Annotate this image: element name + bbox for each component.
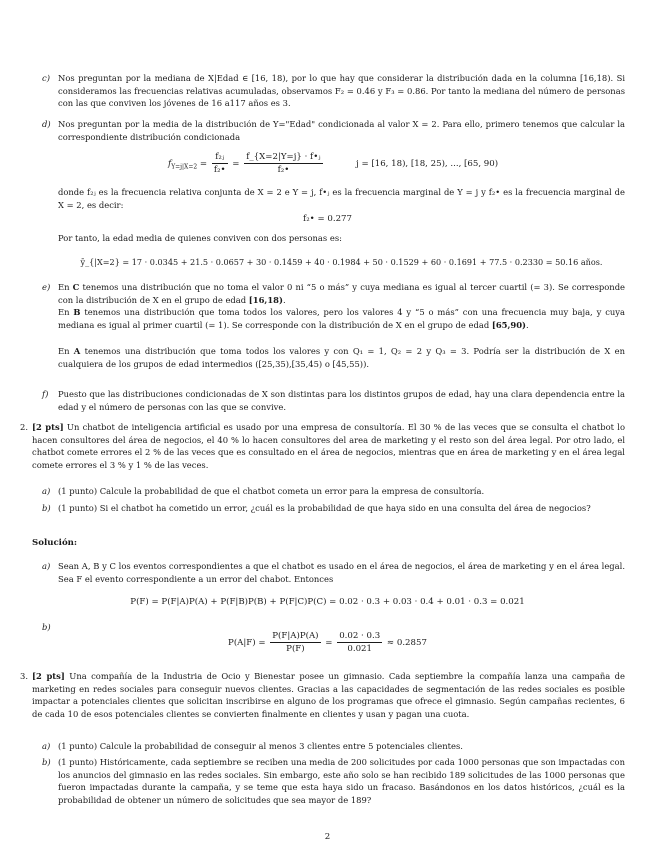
question-3-number: 3.	[20, 671, 28, 681]
item-label-e: e)	[42, 282, 51, 292]
eq1-lhs-subscript: Y=j|X=2	[171, 163, 198, 171]
total-probability-equation: P(F) = P(F|A)P(A) + P(F|B)P(B) + P(F|C)P(C) = 0.02 · 0.3 + 0.03 · 0.4 + 0.01 · 0.3 = 0.021	[130, 597, 525, 607]
bayes-fraction-1: $\frac{P(F|A)P(A)}{P(F)}$	[272, 631, 319, 654]
bayes-fraction-2: $\frac{0.02 \cdot 0.3}{0.021}$	[339, 631, 381, 654]
eq1-fraction-2: $\frac{\text{f\_\{X=2|Y=j\} · f•ⱼ}}{\text{f₂•}}$	[246, 152, 321, 175]
item-label-d: d)	[42, 119, 51, 129]
part-d-paragraph: Nos preguntan por la media de la distribución de Y="Edad" condicionada al valor X = 2. Para ello, primero tenemos que calcular la correspondiente distribución condicionada	[58, 119, 625, 142]
question-2-number: 2.	[20, 422, 28, 432]
question-2-statement: [2 pts] Un chatbot de inteligencia artificial es usado por una empresa de consultoría. El 30 % de las veces que se consulta el chatbot lo hacen consultores del área de negocios, el 40 % lo hacen consultores del area de marketing y el resto son del área legal. Por otro lado, el chatbot comete errores el 2 % de las veces que es consultado en el área de negocios, mientras que en área de marketing y en el área legal comete errores el 3 % y 1 % de las veces.	[32, 422, 626, 470]
q2-part-a: (1 punto) Calcule la probabilidad de que el chatbot cometa un error para la empresa de consultoría.	[58, 486, 485, 496]
q3-item-label-b: b)	[42, 757, 51, 767]
part-f-paragraph: Puesto que las distribuciones condicionadas de X son distintas para los distintos grupos de edad, hay una clara dependencia entre la edad y el número de personas con las que se convive.	[58, 389, 625, 412]
part-e-paragraph-a: En A tenemos una distribución que toma todos los valores y con Q₁ = 1, Q₂ = 2 y Q₃ = 3. Podría ser la distribución de X en cualquiera de los grupos de edad intermedios ([25,35),[35,45) o [45,55)).	[58, 346, 625, 369]
eq1-lhs: f	[168, 159, 172, 169]
q3-part-b: (1 punto) Históricamente, cada septiembre se reciben una media de 200 solicitudes por cada 1000 personas que son impactadas con los anuncios del gimnasio en las redes sociales. Sin embargo, este año solo se han recibido 189 solicitudes de las 1000 personas que fueron impactadas durante la campaña, y se teme que esta haya sido un fracaso. Basándonos en los datos históricos, ¿cuál es la probabilidad de obtener un número de solicitudes que sea mayor de 189?	[58, 757, 625, 805]
part-e-paragraph-b: En B tenemos una distribución que toma todos los valores, pero los valores 4 y “5 o más” con una frecuencia muy baja, y cuya mediana es igual al primer cuartil (= 1). Se corresponde con la distribución de X en el grupo de edad [65,90).	[58, 307, 626, 330]
q2-item-label-b: b)	[42, 503, 51, 513]
q2-solution-label-b: b)	[42, 622, 51, 632]
part-d-paragraph-2: donde f₂ⱼ es la frecuencia relativa conjunta de X = 2 e Y = j, f•ⱼ es la frecuencia marginal de Y = j y f₂• es la frecuencia marginal de X = 2, es decir:	[58, 187, 625, 210]
eq1-range: j = [16, 18), [18, 25), ..., [65, 90)	[356, 159, 499, 169]
q2-item-label-a: a)	[42, 486, 51, 496]
q2-solution-label-a: a)	[42, 561, 51, 571]
part-c-paragraph: Nos preguntan por la mediana de X|Edad ∈ [16, 18), por lo que hay que considerar la distribución dada en la columna [16,18). Si consideramos las frecuencias relativas acumuladas, observamos F₂ = 0.46 y F₃ = 0.86. Por tanto la mediana del número de personas con las que conviven los jóvenes de 16 a117 años es 3.	[58, 73, 625, 109]
q3-item-label-a: a)	[42, 741, 51, 751]
conditional-distribution-equation: $f_{Y=j|X=2}$ = $\frac{\text{f₂ⱼ}}{\text{f₂•}}$ = $\frac{\text{f\_\{X=2|Y=j\} · f•ⱼ}}{\text{f₂•}}$ j = [16, 18), [18, 25), ..., [65, 90)	[168, 152, 499, 175]
conditional-mean-equation: ȳ_{|X=2} = 17 · 0.0345 + 21.5 · 0.0657 + 30 · 0.1459 + 40 · 0.1984 + 50 · 0.1529 + 60 · 0.1691 + 77.5 · 0.2330 = 50.16 años.	[80, 257, 603, 267]
marginal-frequency-equation: f₂• = 0.277	[303, 214, 352, 224]
bayes-equation: P(A|F) = $\frac{P(F|A)P(A)}{P(F)}$ = $\frac{0.02 \cdot 0.3}{0.021}$ ≈ 0.2857	[228, 631, 427, 654]
item-label-f: f)	[42, 389, 49, 399]
q3-part-a: (1 punto) Calcule la probabilidad de conseguir al menos 3 clientes entre 5 potenciales clientes.	[58, 741, 463, 751]
part-d-paragraph-3: Por tanto, la edad media de quienes conviven con dos personas es:	[58, 233, 342, 243]
q2-part-b: (1 punto) Si el chatbot ha cometido un error, ¿cuál es la probabilidad de que haya sido en una consulta del área de negocios?	[58, 503, 591, 513]
page-number: 2	[324, 832, 331, 842]
part-e-paragraph-c: En C tenemos una distribución que no toma el valor 0 ni “5 o más” y cuya mediana es igual al tercer cuartil (= 3). Se corresponde con la distribución de X en el grupo de edad [16,18).	[58, 282, 626, 305]
question-3-statement: [2 pts] Una compañía de la Industria de Ocio y Bienestar posee un gimnasio. Cada septiembre la compañía lanza una campaña de marketing en redes sociales para conseguir nuevos clientes. Gracias a las capacidades de segmentación de las redes sociales es posible impactar a potenciales clientes que solicitan inscribirse en alguno de los programas que ofrece el gimnasio. Según campañas recientes, 6 de cada 10 de esos potenciales clientes se convierten finalmente en clientes y usan y pagan una cuota.	[32, 671, 625, 719]
eq1-fraction-1: $\frac{\text{f₂ⱼ}}{\text{f₂•}}$	[213, 152, 226, 175]
item-label-c: c)	[42, 73, 50, 83]
solution-heading: Solución:	[32, 538, 78, 548]
q2-solution-a-text: Sean A, B y C los eventos correspondientes a que el chatbot es usado en el área de negocios, el área de marketing y en el área legal. Sea F el evento correspondiente a un error del chabot. Entonces	[58, 561, 625, 584]
